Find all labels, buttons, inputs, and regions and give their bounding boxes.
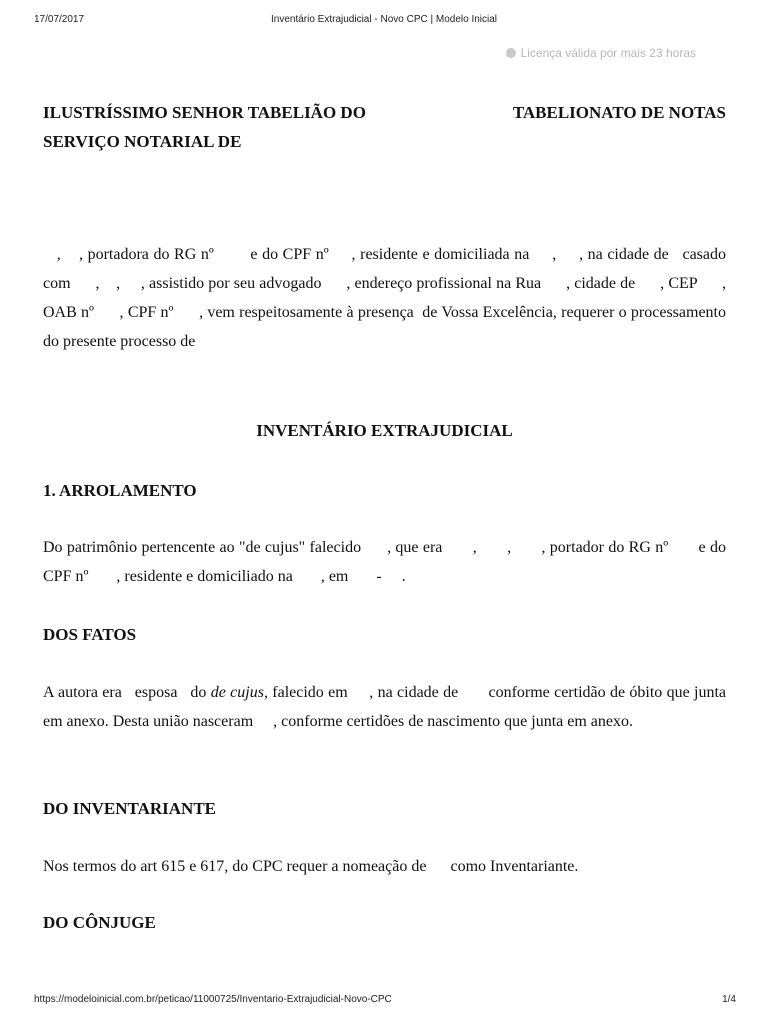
fatos-text-italic: de cujus,	[210, 684, 268, 701]
print-url: https://modeloinicial.com.br/peticao/11000725/Inventario-Extrajudicial-Novo-CPC	[34, 994, 392, 1005]
section-body-arrolamento: Do patrimônio pertencente ao "de cujus" falecido , que era , , , portador do RG nº e do CPF nº , residente e domiciliado na , em - .	[43, 539, 730, 585]
section-heading-inventariante: DO INVENTARIANTE	[43, 799, 217, 818]
section-body-inventariante: Nos termos do art 615 e 617, do CPC requer a nomeação de como Inventariante.	[43, 858, 579, 875]
license-notice	[506, 46, 696, 60]
section-body-fatos	[43, 678, 731, 736]
section-heading-conjuge: DO CÔNJUGE	[43, 913, 156, 932]
print-page-title: Inventário Extrajudicial - Novo CPC | Modelo Inicial	[270, 14, 498, 25]
license-text: Licença válida por mais 23 horas	[520, 46, 696, 60]
addressee-line1-right: TABELIONATO DE NOTAS	[512, 103, 726, 122]
fatos-text-start: A autora era esposa do	[43, 684, 211, 701]
addressee	[43, 98, 726, 156]
section-heading-arrolamento: 1. ARROLAMENTO	[43, 481, 197, 500]
print-page-number: 1/4	[722, 994, 736, 1005]
section-heading-fatos: DOS FATOS	[43, 625, 137, 644]
addressee-line1-left: ILUSTRÍSSIMO SENHOR TABELIÃO DO	[43, 103, 366, 122]
addressee-line2: SERVIÇO NOTARIAL DE	[43, 132, 242, 151]
fatos-text-end: falecido em , na cidade de conforme certidão de óbito que junta em anexo. Desta união nasceram , conforme certidões de nascimento que junta em anexo.	[43, 684, 731, 730]
intro-paragraph: , , portadora do RG nº e do CPF nº , residente e domiciliada na , , na cidade de casado com , , , assistido por seu advogado , endereço profissional na Rua , cidade de , CEP , OAB nº , CPF nº , vem respeitosamente à presença de Vossa Excelência, requerer o processamento do presente processo de	[43, 246, 731, 350]
print-footer	[0, 994, 768, 1008]
main-title: INVENTÁRIO EXTRAJUDICIAL	[256, 421, 513, 440]
status-dot-icon	[506, 48, 516, 58]
print-date: 17/07/2017	[34, 14, 85, 25]
print-header	[0, 14, 768, 28]
